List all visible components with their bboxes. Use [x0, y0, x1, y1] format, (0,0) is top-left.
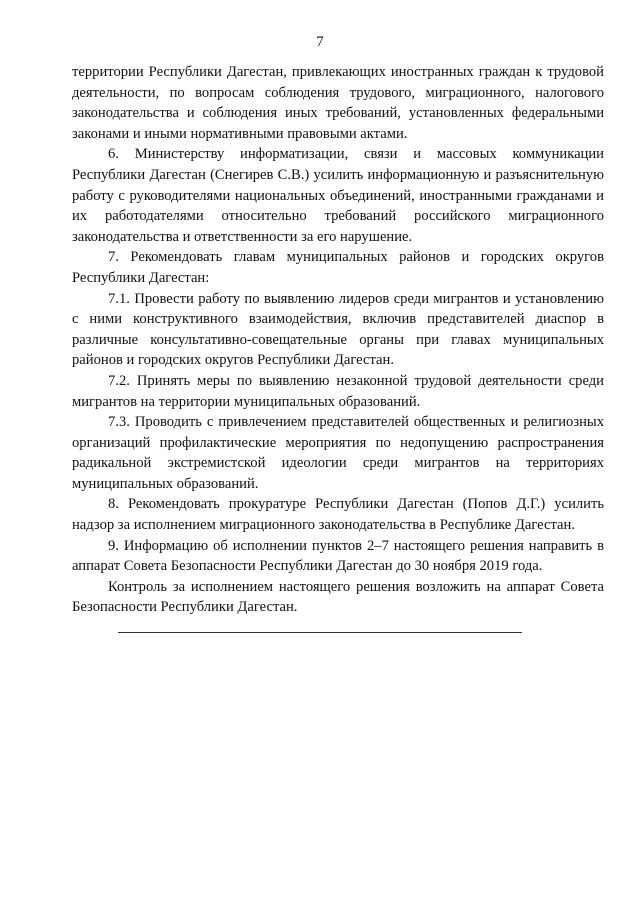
- paragraph-item-9: 9. Информацию об исполнении пунктов 2–7 настоящего решения направить в аппарат Совета Безопасности Республики Дагестан до 30 ноября 2019 года.: [72, 537, 604, 575]
- paragraph-item-6: 6. Министерству информатизации, связи и массовых коммуникации Республики Дагестан (Снегирев С.В.) усилить информационную и разъяснительную работу с руководителями национальных объединений, иностранными гражданами и их работодателями относительно требований российского миграционного законодательства и ответственности за его нарушение.: [72, 146, 604, 245]
- page-number: 7: [316, 34, 324, 50]
- paragraph-continuation: территории Республики Дагестан, привлекающих иностранных граждан к трудовой деятельности, по вопросам соблюдения трудового, миграционного, налогового законодательства и соблюдения иных требований, установленных федеральными законами и иными нормативными правовыми актами.: [72, 64, 604, 142]
- paragraph-item-8: 8. Рекомендовать прокуратуре Республики Дагестан (Попов Д.Г.) усилить надзор за исполнением миграционного законодательства в Республике Дагестан.: [72, 496, 604, 534]
- paragraph-control: Контроль за исполнением настоящего решения возложить на аппарат Совета Безопасности Республики Дагестан.: [72, 578, 604, 616]
- paragraph-item-7-2: 7.2. Принять меры по выявлению незаконной трудовой деятельности среди мигрантов на территории муниципальных образований.: [72, 372, 604, 410]
- paragraph-item-7: 7. Рекомендовать главам муниципальных районов и городских округов Республики Дагестан:: [72, 249, 604, 286]
- paragraph-item-7-3: 7.3. Проводить с привлечением представителей общественных и религиозных организаций профилактические мероприятия по недопущению распространения радикальной экстремистской идеологии среди мигрантов на территориях муниципальных образований.: [72, 414, 604, 492]
- horizontal-rule: [118, 632, 522, 633]
- paragraph-item-7-1: 7.1. Провести работу по выявлению лидеров среди мигрантов и установлению с ними конструктивного взаимодействия, включив представителей диаспор в различные консультативно-совещательные органы при главах муниципальных районов и городских округов Республики Дагестан.: [72, 290, 604, 369]
- document-body: [72, 62, 604, 618]
